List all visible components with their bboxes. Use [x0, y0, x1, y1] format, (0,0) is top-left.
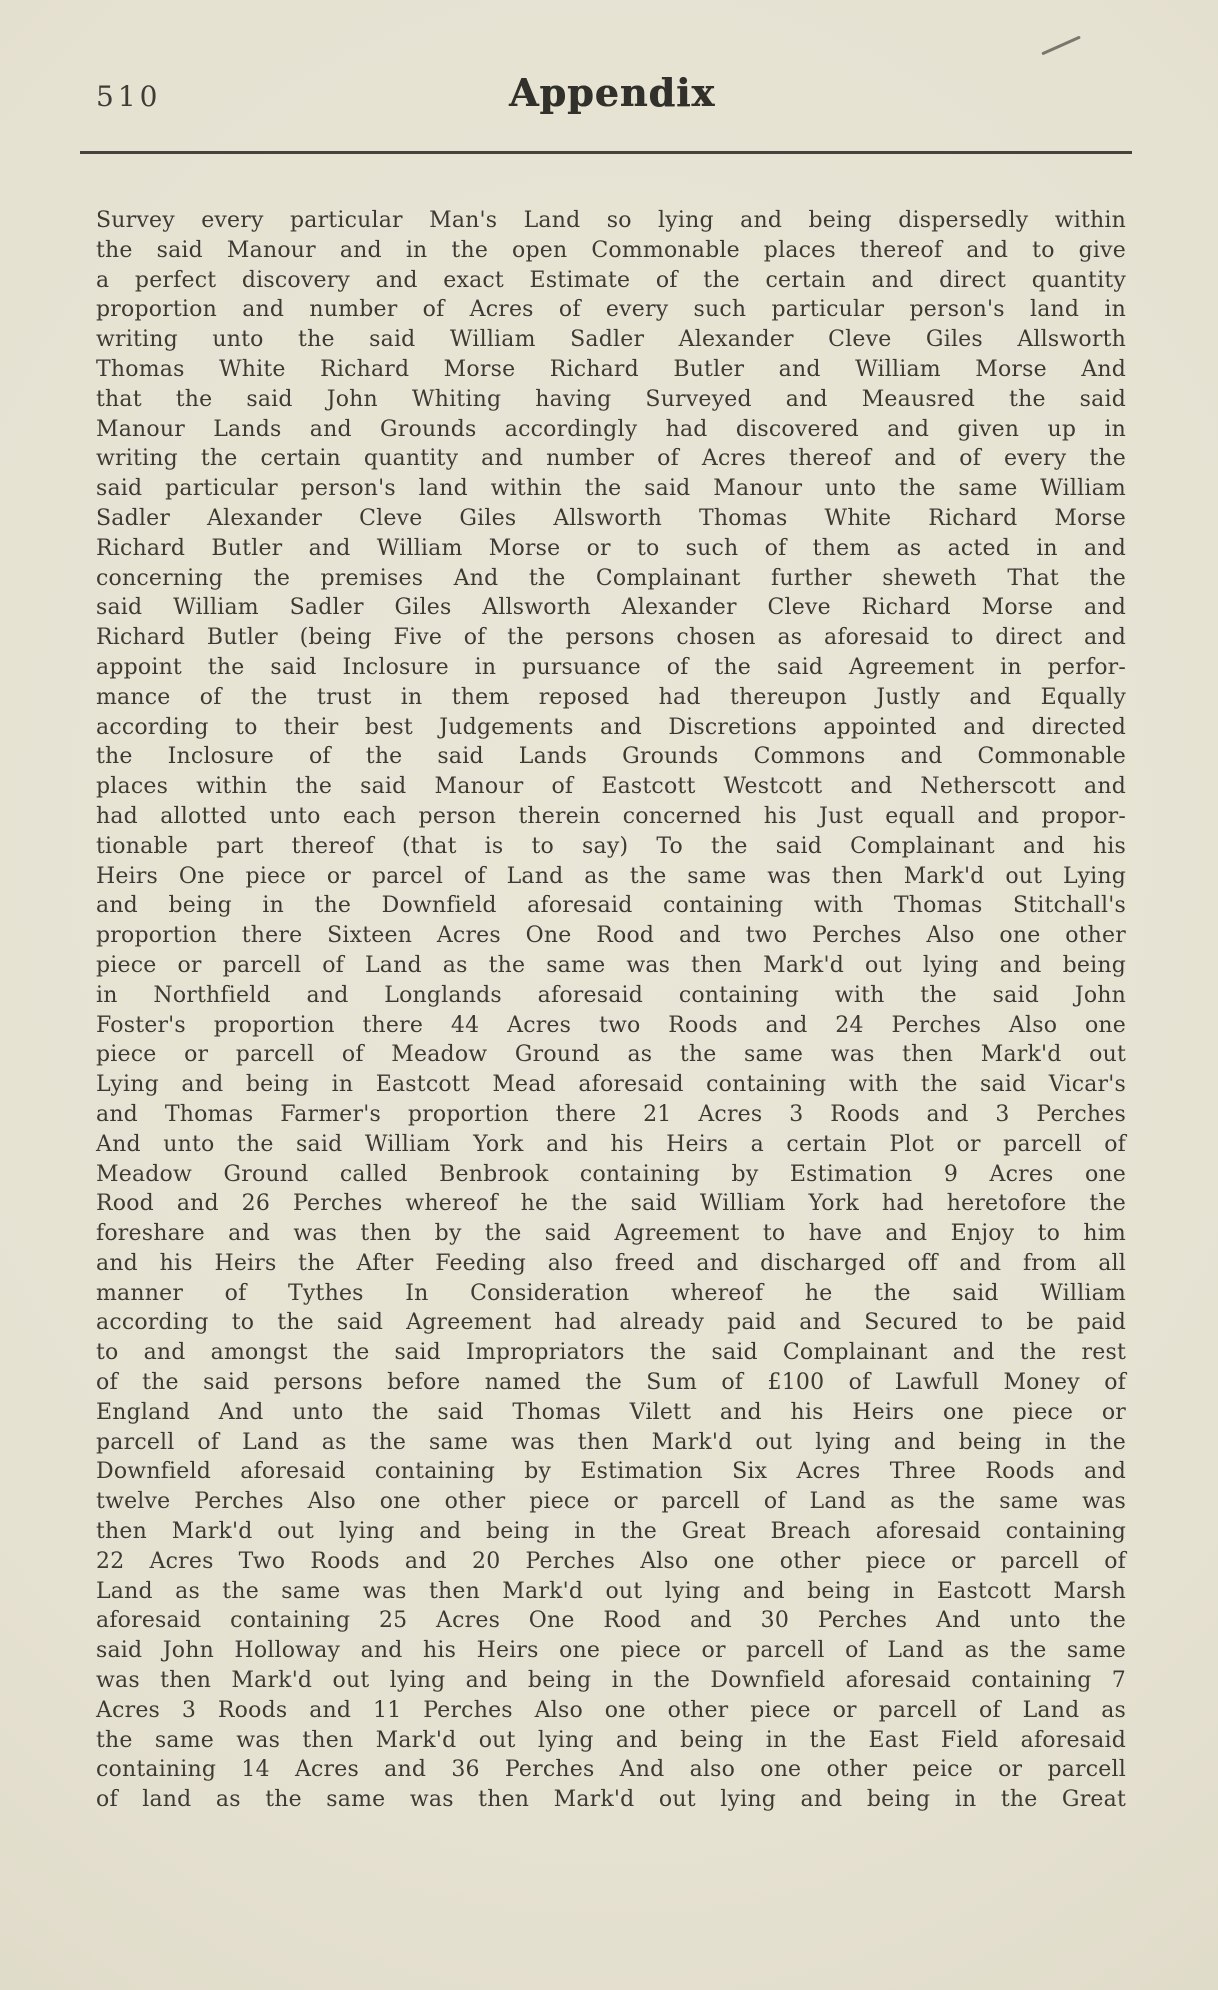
text-line: Lying and being in Eastcott Mead aforesaid containing with the said Vicar's [96, 1072, 1126, 1098]
text-line: Acres 3 Roods and 11 Perches Also one other piece or parcell of Land as [96, 1697, 1126, 1723]
text-line: piece or parcell of Meadow Ground as the same was then Mark'd out [96, 1042, 1126, 1068]
text-line: concerning the premises And the Complainant further sheweth That the [96, 565, 1126, 591]
text-line: England And unto the said Thomas Vilett and his Heirs one piece or [96, 1399, 1126, 1425]
text-line: said William Sadler Giles Allsworth Alexander Cleve Richard Morse and [96, 595, 1126, 621]
text-line: containing 14 Acres and 36 Perches And also one other peice or parcell [96, 1757, 1126, 1783]
text-line: Thomas White Richard Morse Richard Butler and William Morse And [96, 356, 1126, 382]
text-line: Richard Butler and William Morse or to such of them as acted in and [96, 535, 1126, 561]
text-line: tionable part thereof (that is to say) To the said Complainant and his [96, 833, 1126, 859]
text-line: Foster's proportion there 44 Acres two Roods and 24 Perches Also one [96, 1012, 1126, 1038]
header-rule [80, 151, 1132, 154]
text-line: the said Manour and in the open Commonable places thereof and to give [96, 237, 1126, 263]
text-line: had allotted unto each person therein concerned his Just equall and propor- [96, 803, 1126, 829]
text-line: places within the said Manour of Eastcott Westcott and Netherscott and [96, 774, 1126, 800]
stray-pen-mark [1041, 36, 1080, 55]
page-title: Appendix [508, 70, 716, 115]
text-line: a perfect discovery and exact Estimate of the certain and direct quantity [96, 267, 1126, 293]
text-line: mance of the trust in them reposed had thereupon Justly and Equally [96, 684, 1126, 710]
text-line: writing unto the said William Sadler Alexander Cleve Giles Allsworth [96, 327, 1126, 353]
text-line: was then Mark'd out lying and being in the Downfield aforesaid containing 7 [96, 1668, 1126, 1694]
text-line: piece or parcell of Land as the same was then Mark'd out lying and being [96, 952, 1126, 978]
text-line: Sadler Alexander Cleve Giles Allsworth Thomas White Richard Morse [96, 505, 1126, 531]
text-line: Survey every particular Man's Land so lying and being dispersedly within [96, 208, 1126, 233]
text-line: and Thomas Farmer's proportion there 21 Acres 3 Roods and 3 Perches [96, 1101, 1126, 1127]
text-line: twelve Perches Also one other piece or parcell of Land as the same was [96, 1489, 1126, 1515]
text-line: the Inclosure of the said Lands Grounds Commons and Commonable [96, 744, 1126, 770]
text-line: parcell of Land as the same was then Mark'd out lying and being in the [96, 1429, 1126, 1455]
text-line: said particular person's land within the said Manour unto the same William [96, 476, 1126, 502]
text-line: Richard Butler (being Five of the persons chosen as aforesaid to direct and [96, 625, 1126, 651]
text-line: that the said John Whiting having Surveyed and Meausred the said [96, 386, 1126, 412]
text-line: Rood and 26 Perches whereof he the said William York had heretofore the [96, 1191, 1126, 1217]
text-line: of land as the same was then Mark'd out lying and being in the Great [96, 1787, 1126, 1813]
text-line: foreshare and was then by the said Agreement to have and Enjoy to him [96, 1221, 1126, 1247]
text-line: according to their best Judgements and Discretions appointed and directed [96, 714, 1126, 740]
text-line: Land as the same was then Mark'd out lying and being in Eastcott Marsh [96, 1578, 1126, 1604]
page-number: 510 [96, 80, 162, 113]
text-line: then Mark'd out lying and being in the Great Breach aforesaid containing [96, 1519, 1126, 1545]
text-line: to and amongst the said Impropriators the said Complainant and the rest [96, 1340, 1126, 1366]
text-line: aforesaid containing 25 Acres One Rood and 30 Perches And unto the [96, 1608, 1126, 1634]
text-line: Manour Lands and Grounds accordingly had discovered and given up in [96, 416, 1126, 442]
text-line: Downfield aforesaid containing by Estimation Six Acres Three Roods and [96, 1459, 1126, 1485]
text-line: and his Heirs the After Feeding also freed and discharged off and from all [96, 1250, 1126, 1276]
text-line: of the said persons before named the Sum of £100 of Lawfull Money of [96, 1370, 1126, 1396]
text-line: Heirs One piece or parcel of Land as the same was then Mark'd out Lying [96, 863, 1126, 889]
text-line: proportion there Sixteen Acres One Rood and two Perches Also one other [96, 923, 1126, 949]
text-line: Meadow Ground called Benbrook containing by Estimation 9 Acres one [96, 1161, 1126, 1187]
text-line: proportion and number of Acres of every such particular person's land in [96, 297, 1126, 323]
text-line: manner of Tythes In Consideration whereof he the said William [96, 1280, 1126, 1306]
text-line: And unto the said William York and his Heirs a certain Plot or parcell of [96, 1131, 1126, 1157]
page-header [96, 70, 1128, 126]
text-line: appoint the said Inclosure in pursuance of the said Agreement in perfor- [96, 654, 1126, 680]
text-line: the same was then Mark'd out lying and being in the East Field aforesaid [96, 1727, 1126, 1753]
text-line: writing the certain quantity and number of Acres thereof and of every the [96, 446, 1126, 472]
text-line: 22 Acres Two Roods and 20 Perches Also one other piece or parcell of [96, 1548, 1126, 1574]
body-text [96, 206, 1126, 1815]
text-line: in Northfield and Longlands aforesaid containing with the said John [96, 982, 1126, 1008]
text-line: according to the said Agreement had already paid and Secured to be paid [96, 1310, 1126, 1336]
text-line: said John Holloway and his Heirs one piece or parcell of Land as the same [96, 1638, 1126, 1664]
text-line: and being in the Downfield aforesaid containing with Thomas Stitchall's [96, 893, 1126, 919]
